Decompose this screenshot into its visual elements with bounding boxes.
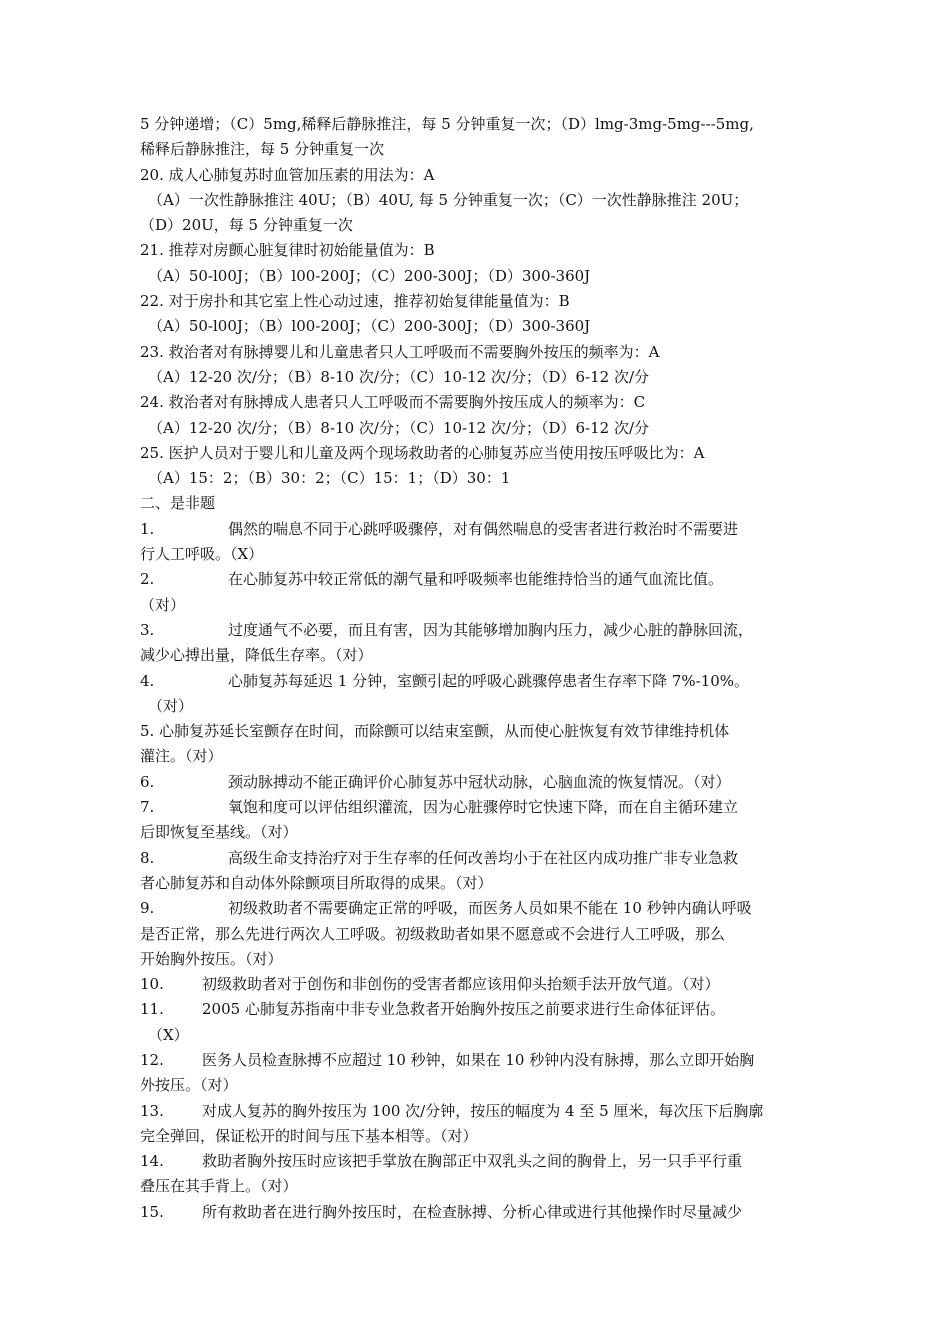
item-text: 初级救助者不需要确定正常的呼吸，而医务人员如果不能在 10 秒钟内确认呼吸 [228,899,752,918]
tf-item-12 [140,1048,816,1099]
section-title: 二、是非题 [140,494,216,513]
item-number: 12. [140,1050,164,1069]
item-text: 5. 心肺复苏延长室颤存在时间，而除颤可以结束室颤，从而使心脏恢复有效节律维持机体 [140,722,730,741]
item-number: 13. [140,1101,164,1120]
tf-item-13 [140,1099,816,1150]
item-number: 1. [140,519,155,538]
item-text-cont: 灌注。（对） [140,747,223,766]
item-text-cont: （对） [140,595,186,614]
question-options: （A）一次性静脉推注 40U；（B）40U, 每 5 分钟重复一次；（C）一次性静脉推注 20U； [148,190,749,209]
item-number: 9. [140,899,155,918]
item-text: 初级救助者对于创伤和非创伤的受害者都应该用仰头抬颏手法开放气道。（对） [202,975,720,994]
tf-item-6 [140,770,816,795]
item-text-cont: 者心肺复苏和自动体外除颤项目所取得的成果。（对） [140,873,493,892]
item-number: 6. [140,772,155,791]
question-22 [140,289,816,340]
item-number: 11. [140,1000,164,1019]
item-text: 对成人复苏的胸外按压为 100 次/分钟，按压的幅度为 4 至 5 厘米，每次压下后胸廓 [202,1101,764,1120]
item-text: 高级生命支持治疗对于生存率的任何改善均小于在社区内成功推广非专业急救 [228,848,739,867]
question-options: （A）15：2；（B）30：2；（C）15：1；（D）30：1 [148,469,511,488]
item-text: 2005 心肺复苏指南中非专业急救者开始胸外按压之前要求进行生命体征评估。 [202,1000,725,1019]
question-23 [140,340,816,391]
tf-item-1 [140,517,816,568]
item-number: 2. [140,570,155,589]
tf-item-3 [140,618,816,669]
item-text: 颈动脉搏动不能正确评价心肺复苏中冠状动脉，心脑血流的恢复情况。（对） [228,772,731,791]
mc-tail [140,112,816,163]
item-number: 8. [140,848,155,867]
item-text: 心肺复苏每延迟 1 分钟，室颤引起的呼吸心跳骤停患者生存率下降 7%-10%。 [228,671,750,690]
item-text-cont: 后即恢复至基线。（对） [140,823,298,842]
item-number: 4. [140,671,155,690]
item-text-cont: 减少心搏出量，降低生存率。（对） [140,646,373,665]
item-text: 氧饱和度可以评估组织灌流，因为心脏骤停时它快速下降，而在自主循环建立 [228,798,739,817]
tf-item-9 [140,896,816,972]
tf-item-10 [140,972,816,997]
item-text-cont: 开始胸外按压。（对） [140,949,283,968]
question-25 [140,441,816,492]
item-text-cont: 外按压。（对） [140,1076,238,1095]
item-text: 在心肺复苏中较正常低的潮气量和呼吸频率也能维持恰当的通气血流比值。 [228,570,724,589]
question-stem: 23. 救治者对有脉搏婴儿和儿童患者只人工呼吸而不需要胸外按压的频率为：A [140,342,660,361]
question-21 [140,238,816,289]
item-number: 7. [140,798,155,817]
text-line: 稀释后静脉推注，每 5 分钟重复一次 [140,140,385,159]
question-options: （A）12-20 次/分；（B）8-10 次/分；（C）10-12 次/分；（D）6-12 次/分 [148,367,650,386]
item-text-cont: 行人工呼吸。（X） [140,545,264,564]
question-20 [140,163,816,239]
question-24 [140,390,816,441]
item-number: 14. [140,1152,164,1171]
tf-item-15 [140,1200,816,1225]
text-line: 5 分钟递增；（C）5mg,稀释后静脉推注，每 5 分钟重复一次；（D）lmg-3mg-5mg---5mg, [140,115,754,133]
tf-item-2 [140,567,816,618]
tf-item-4 [140,669,816,720]
item-number: 15. [140,1202,164,1221]
item-text-cont: 叠压在其手背上。（对） [140,1177,298,1196]
question-options: （A）12-20 次/分；（B）8-10 次/分；（C）10-12 次/分；（D）6-12 次/分 [148,418,650,437]
item-text: 救助者胸外按压时应该把手掌放在胸部正中双乳头之间的胸骨上，另一只手平行重 [202,1152,743,1171]
document-page [140,112,816,1225]
question-stem: 22. 对于房扑和其它室上性心动过速，推荐初始复律能量值为：B [140,292,570,311]
item-number: 10. [140,975,164,994]
item-text-cont: 完全弹回，保证松开的时间与压下基本相等。（对） [140,1126,478,1145]
item-text-cont: （对） [148,696,194,715]
item-number: 3. [140,620,155,639]
question-options: （D）20U，每 5 分钟重复一次 [140,216,353,235]
tf-item-11 [140,997,816,1048]
question-options: （A）50-l00J；（B）l00-200J；（C）200-300J；（D）300-360J [148,266,591,285]
question-options: （A）50-l00J；（B）l00-200J；（C）200-300J；（D）300-360J [148,317,591,336]
tf-item-5 [140,719,816,770]
item-text: 过度通气不必要，而且有害，因为其能够增加胸内压力，减少心脏的静脉回流， [228,620,754,639]
item-text: 偶然的喘息不同于心跳呼吸骤停，对有偶然喘息的受害者进行救治时不需要进 [228,519,739,538]
question-stem: 24. 救治者对有脉搏成人患者只人工呼吸而不需要胸外按压成人的频率为：C [140,393,646,412]
question-stem: 20. 成人心肺复苏时血管加压素的用法为：A [140,165,435,184]
question-stem: 21. 推荐对房颤心脏复律时初始能量值为：B [140,241,435,260]
item-text: 医务人员检查脉搏不应超过 10 秒钟，如果在 10 秒钟内没有脉搏，那么立即开始胸 [202,1050,755,1069]
question-stem: 25. 医护人员对于婴儿和儿童及两个现场救助者的心肺复苏应当使用按压呼吸比为：A [140,443,705,462]
item-text: 所有救助者在进行胸外按压时，在检查脉搏、分析心律或进行其他操作时尽量减少 [202,1202,743,1221]
item-text-cont: 是否正常，那么先进行两次人工呼吸。初级救助者如果不愿意或不会进行人工呼吸，那么 [140,924,726,943]
tf-item-8 [140,846,816,897]
tf-item-14 [140,1149,816,1200]
item-text-cont: （X） [148,1025,189,1044]
tf-item-7 [140,795,816,846]
